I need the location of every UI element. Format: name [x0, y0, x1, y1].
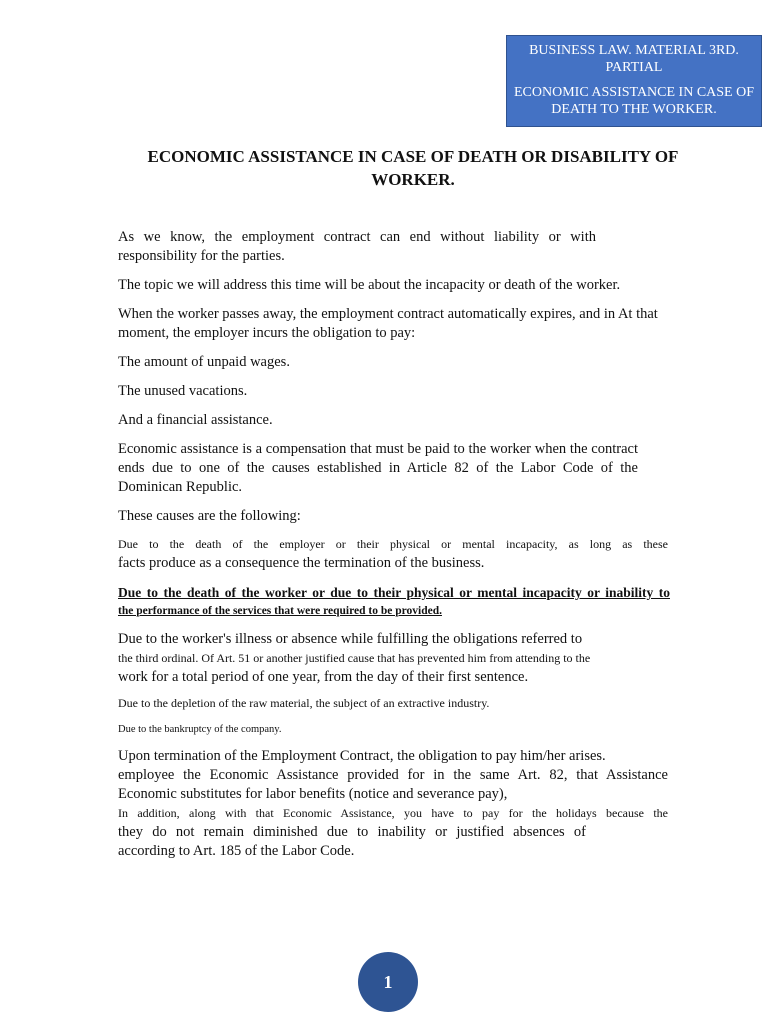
document-body [118, 228, 668, 861]
paragraph: When the worker passes away, the employment contract automatically expires, and in At that moment, the employer incurs the obligation to pay: [118, 306, 658, 341]
paragraph: Economic assistance is a compensation that must be paid to the worker when the contract ends due to one of the causes established in Article 82 of the Labor Code of the Dominican Republic. [118, 441, 638, 495]
paragraph: These causes are the following: [118, 508, 301, 524]
paragraph: The topic we will address this time will be about the incapacity or death of the worker. [118, 277, 621, 293]
closing-line: employee the Economic Assistance provided for in the same Art. 82, that Assistance Economic substitutes for labor benefits (notice and severance pay), [118, 767, 668, 802]
document-title: ECONOMIC ASSISTANCE IN CASE OF DEATH OR DISABILITY OF WORKER. [147, 147, 679, 189]
closing-paragraph [118, 747, 668, 861]
cause-line: facts produce as a consequence the termination of the business. [118, 555, 485, 571]
cause-item-emphasized [118, 583, 668, 621]
closing-line: according to Art. 185 of the Labor Code. [118, 843, 355, 859]
cause-line: work for a total period of one year, from the day of their first sentence. [118, 669, 529, 685]
header-box [506, 35, 762, 127]
paragraph: And a financial assistance. [118, 412, 273, 428]
paragraph: The amount of unpaid wages. [118, 354, 290, 370]
cause-item: Due to the depletion of the raw material, the subject of an extractive industry. [118, 696, 490, 710]
closing-line: they do not remain diminished due to inability or justified absences of [118, 824, 586, 840]
paragraph: As we know, the employment contract can end without liability or with responsibility for the parties. [118, 229, 596, 264]
cause-line: the performance of the services that were required to be provided. [118, 605, 442, 617]
cause-line: the third ordinal. Of Art. 51 or another justified cause that has prevented him from attending to the [118, 651, 591, 665]
cause-line: Due to the worker's illness or absence while fulfilling the obligations referred to [118, 631, 583, 647]
cause-line: Due to the death of the employer or their physical or mental incapacity, as long as these [118, 537, 668, 551]
page-number-badge: 1 [358, 952, 418, 1012]
closing-line: In addition, along with that Economic Assistance, you have to pay for the holidays because the [118, 806, 668, 820]
header-topic-label: ECONOMIC ASSISTANCE IN CASE OF DEATH TO THE WORKER. [513, 85, 755, 117]
cause-line: Due to the death of the worker or due to their physical or mental incapacity or inability to [118, 585, 670, 600]
cause-item [118, 535, 668, 573]
header-course-label: BUSINESS LAW. MATERIAL 3RD. PARTIAL [529, 43, 739, 75]
cause-item [118, 630, 668, 687]
paragraph: The unused vacations. [118, 383, 248, 399]
cause-item: Due to the bankruptcy of the company. [118, 724, 282, 735]
closing-line: Upon termination of the Employment Contract, the obligation to pay him/her arises. [118, 748, 606, 764]
